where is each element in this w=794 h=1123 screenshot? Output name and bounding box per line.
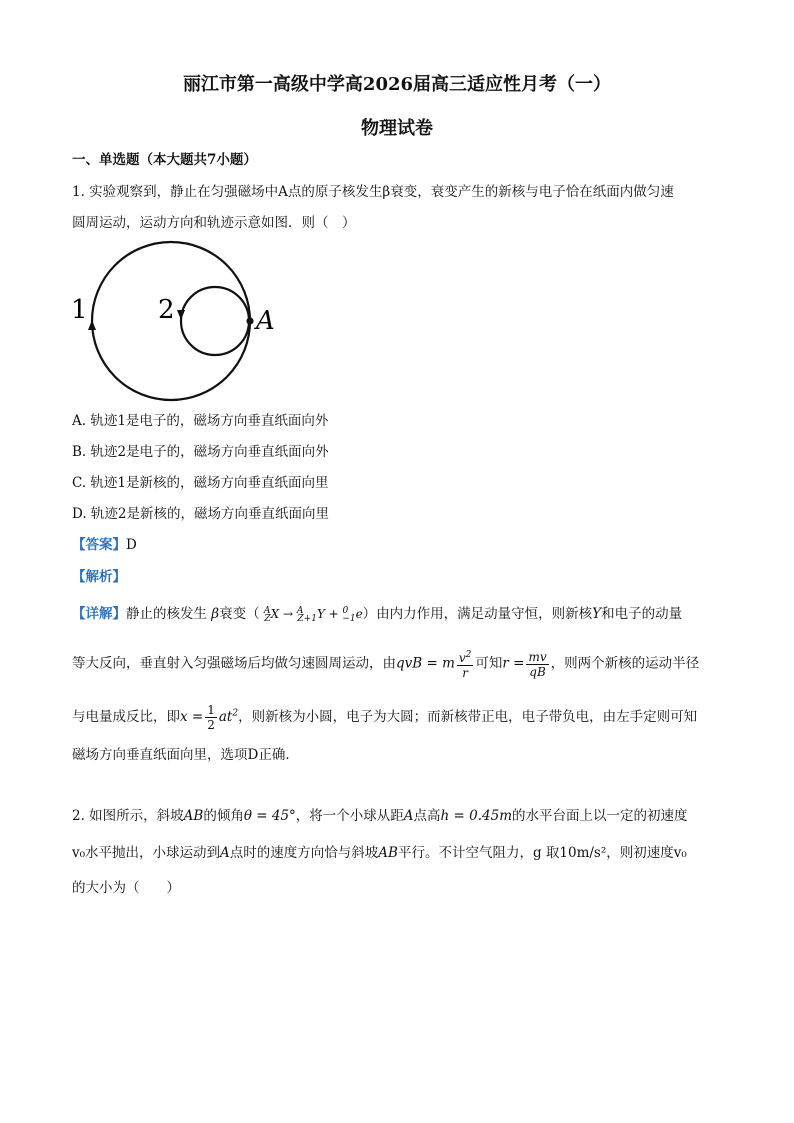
q1-analysis-tag: 【解析】	[72, 569, 126, 585]
q2-line1: 2. 如图所示，斜坡AB的倾角θ = 45°，将一个小球从距A点高h = 0.45m的水平台面上以一定的初速度	[72, 808, 688, 824]
q1-detail-line1: 【详解】静止的核发生 β衰变（ $^A_Z$X → $^A_{Z+1}$Y + $^0_{-1}$e）由内力作用，满足动量守恒，则新核Y和电子的动量	[72, 606, 683, 625]
q1-stem-line2: 圆周运动，运动方向和轨迹示意如图．则（ ）	[72, 215, 356, 231]
q2-line3: 的大小为（ ）	[72, 880, 180, 896]
q1-trajectory-figure	[60, 240, 290, 410]
track-1-label: 1	[71, 295, 88, 325]
q2-line2: v₀水平抛出，小球运动到A点时的速度方向恰与斜坡AB平行。不计空气阻力，g 取10m/s²，则初速度v₀	[72, 845, 687, 861]
q1-option-d: D. 轨迹2是新核的，磁场方向垂直纸面向里	[72, 506, 330, 522]
formula-r: r =	[502, 655, 525, 672]
section-heading: 一、单选题（本大题共7小题）	[72, 152, 257, 168]
q1-option-b: B. 轨迹2是电子的，磁场方向垂直纸面向外	[72, 444, 329, 460]
point-a-label: A	[256, 306, 275, 336]
q1-stem-line1: 1. 实验观察到，静止在匀强磁场中A点的原子核发生β衰变，衰变产生的新核与电子恰在纸面内做匀速	[72, 184, 674, 200]
track-2-small-circle	[181, 287, 249, 355]
q1-detail-line3: 与电量成反比，即x = $\frac{1}{2}$ $at^2$，则新核为小圆，电子为大圆；而新核带正电，电子带负电，由左手定则可知	[72, 703, 698, 732]
q1-detail-line4: 磁场方向垂直纸面向里，选项D正确．	[72, 747, 299, 763]
q1-option-c: C. 轨迹1是新核的，磁场方向垂直纸面向里	[72, 475, 329, 491]
q1-answer-line	[72, 535, 137, 555]
track-2-arrow-icon	[177, 310, 185, 320]
formula-x: x =	[180, 709, 204, 725]
point-a-dot	[246, 317, 253, 324]
q1-option-a: A. 轨迹1是电子的，磁场方向垂直纸面向外	[72, 413, 329, 429]
q1-detail-line2: 等大反向，垂直射入匀强磁场后均做匀速圆周运动，由qvB = m $\frac{v^2}{r}$ 可知r = $\frac{mv}{qB}$ ，则两个新核的运动半径	[72, 649, 700, 680]
answer-value: D	[126, 537, 137, 553]
page-subtitle: 物理试卷	[361, 118, 433, 139]
answer-tag: 【答案】	[72, 537, 126, 553]
track-1-arrow-icon	[88, 320, 96, 330]
page-title: 丽江市第一高级中学高2026届高三适应性月考（一）	[182, 74, 612, 95]
decay-equation: $^A_Z$X → $^A_{Z+1}$Y + $^0_{-1}$e	[263, 606, 363, 625]
track-2-label: 2	[158, 295, 175, 325]
formula-qvb: qvB = m	[396, 655, 455, 672]
detail-tag: 【详解】	[72, 606, 126, 622]
